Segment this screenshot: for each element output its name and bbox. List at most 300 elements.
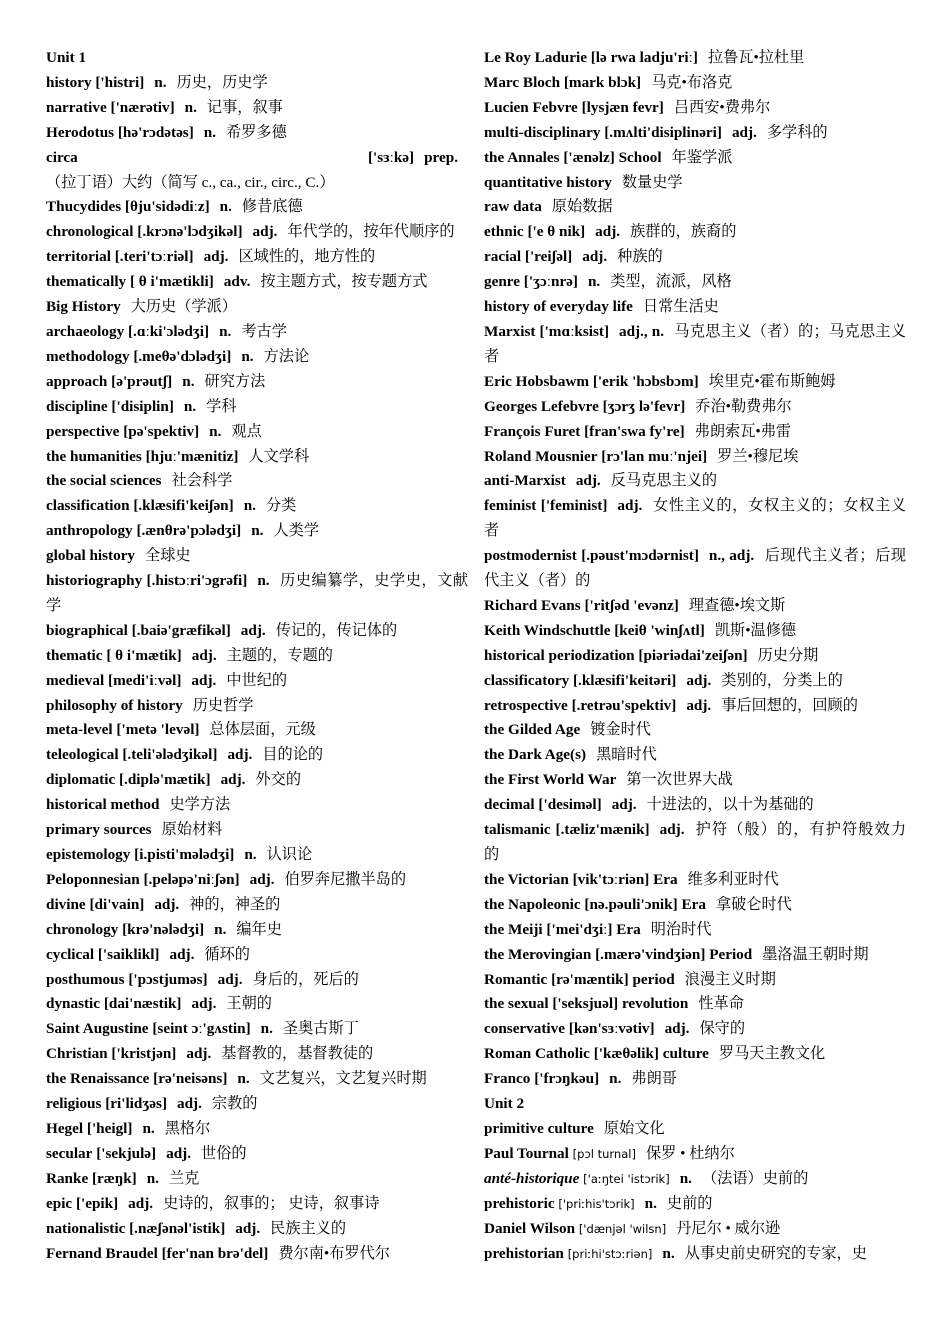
vocab-term: historical method [46,796,160,814]
vocab-term: nationalistic [46,1219,126,1237]
vocab-term: Roland Mousnier [484,447,598,465]
vocab-term: Big History [46,298,121,316]
vocab-part-of-speech: n. [609,1070,622,1088]
vocab-entry [484,469,906,494]
vocab-entry [46,992,468,1017]
vocab-term: thematically [46,273,127,291]
vocab-definition: 修昔底德 [241,198,303,216]
vocab-definition: 反马克思主义的 [610,472,718,490]
vocab-definition: 研究方法 [204,372,266,390]
vocab-definition: 维多利亚时代 [687,870,779,888]
vocab-term: Hegel [46,1119,84,1137]
vocab-pronunciation: ['heigl] [86,1119,133,1137]
vocab-term: Marc Bloch [484,73,561,91]
vocab-definition: 分类 [265,497,297,515]
vocab-entry [484,320,906,370]
vocab-pronunciation: ['frɔŋkəu] [534,1070,600,1088]
vocab-term: global history [46,547,136,565]
vocab-definition: 认识论 [266,846,313,863]
vocab-pronunciation: ['priːhis'tɔrik] [558,1196,635,1211]
vocab-entry [46,195,468,220]
vocab-part-of-speech: adj. [203,248,229,266]
vocab-definition: 民族主义的 [270,1219,347,1237]
vocab-entry [484,494,906,544]
vocab-definition: 学科 [206,397,237,415]
vocab-definition: 镀金时代 [590,721,651,739]
vocab-definition: 基督教的，基督教徒的 [221,1045,374,1063]
vocab-term: epic [46,1194,73,1212]
vocab-part-of-speech: n. [644,1194,657,1212]
vocab-part-of-speech: n. [209,422,222,440]
vocab-term: territorial [46,248,111,266]
vocab-definition: 拿破仑时代 [715,895,792,913]
vocab-entry [46,445,468,470]
vocab-definition: 全球史 [145,547,191,565]
vocab-pronunciation: [.næʃənəl'istik] [129,1219,226,1237]
vocab-definition: 社会科学 [171,472,233,490]
vocab-entry [46,1192,468,1217]
vocab-term: conservative [484,1020,565,1038]
vocab-entry [484,992,906,1017]
vocab-pronunciation: [mark blɔk] [563,73,642,91]
vocab-term: anthropology [46,522,133,540]
vocab-pronunciation: [.retrəu'spektiv] [571,696,677,714]
vocab-definition: 黑暗时代 [596,746,657,764]
vocab-pronunciation: ['sɜːkə] [367,148,415,166]
vocab-term: teleological [46,746,119,764]
vocab-entry [46,494,468,519]
vocab-entry [484,270,906,295]
vocab-term: the Gilded Age [484,721,581,739]
vocab-pronunciation: ['ritʃəd 'evənz] [584,596,679,614]
vocab-term: classification [46,497,130,515]
vocab-entry [46,519,468,544]
vocab-entry [484,420,906,445]
vocab-definition: 罗马天主教文化 [718,1045,826,1063]
vocab-definition: 史学方法 [169,796,231,814]
vocab-pronunciation: [ə'prəutʃ] [111,372,173,390]
vocab-definition: 兰克 [168,1169,200,1187]
vocab-entry [484,96,906,121]
vocab-definition: 女性主义的，女权主义的；女权主义者 [484,497,907,540]
vocab-entry [46,843,468,868]
vocab-definition: 黑格尔 [164,1119,211,1137]
vocab-entry [484,395,906,420]
vocab-part-of-speech: adj. [166,1144,192,1162]
vocab-part-of-speech: n., adj. [708,547,755,565]
vocab-part-of-speech: n. [219,198,232,216]
vocab-entry [46,893,468,918]
vocab-entry [46,743,468,768]
vocab-entry [46,1067,468,1092]
vocab-definition: 性革命 [698,995,744,1013]
vocab-term: ethnic [484,223,524,241]
vocab-entry [46,395,468,420]
vocab-entry [484,718,906,743]
vocab-entry [484,121,906,146]
vocab-definition: 马克•布洛克 [651,73,733,91]
vocab-definition: 神的，神圣的 [189,895,281,913]
vocab-definition: （法语）史前的 [701,1169,809,1187]
vocab-definition: 种族的 [617,248,663,266]
vocab-part-of-speech: n. [251,522,264,540]
vocab-definition: 多学科的 [766,123,828,141]
vocab-entry [484,245,906,270]
vocab-term: prehistorian [484,1244,564,1262]
vocab-definition: 传记的，传记体的 [275,621,398,639]
vocab-part-of-speech: adj. [686,671,712,689]
vocab-term: the humanities [46,447,142,465]
vocab-term: multi-disciplinary [484,123,601,141]
vocab-part-of-speech: adj. [611,796,637,814]
vocab-definition: 墨洛温王朝时期 [762,945,869,963]
vocab-part-of-speech: prep. [424,148,458,166]
vocab-pronunciation: [lə rwa ladju'riː] [590,49,698,66]
vocab-pronunciation: [ θ i'mætik] [106,646,182,664]
vocab-pronunciation: [di'vain] [89,895,145,913]
vocab-entry [484,619,906,644]
vocab-part-of-speech: adv. [223,273,251,291]
vocab-term: talismanic [484,821,551,839]
vocab-term: feminist [484,497,537,515]
vocab-entry [484,968,906,993]
vocab-part-of-speech: adj. [191,671,217,689]
vocab-entry [46,320,468,345]
vocab-term: Franco [484,1070,531,1088]
vocab-definition: 王朝的 [226,995,272,1013]
vocab-definition: 护符（般）的，有护符般效力的 [484,821,907,863]
vocab-term: the Renaissance [46,1070,150,1088]
vocab-entry [46,245,468,270]
vocab-term: Roman Catholic [484,1045,590,1063]
vocab-pronunciation: [pə'spektiv] [123,422,200,440]
vocab-pronunciation: [.klæsifi'keiʃən] [133,497,234,515]
vocab-pronunciation: ['saiklikl] [97,945,160,963]
vocab-term: philosophy of history [46,696,183,714]
vocab-term: history of everyday life [484,298,633,316]
vocab-pronunciation: ['mei'dʒiː] Era [546,920,641,938]
vocab-pronunciation: ['ʒɔːnrə] [523,273,578,291]
vocab-definition: 从事史前史研究的专家，史 [684,1244,867,1262]
vocab-pronunciation: ['disiplin] [111,397,174,415]
vocab-definition: 马克思主义（者）的；马克思主义者 [484,322,907,365]
vocab-entry [484,768,906,793]
vocab-definition: 费尔南•布罗代尔 [278,1244,390,1262]
vocab-pronunciation: [kən'sɜːvətiv] [568,1020,655,1038]
vocab-entry [46,146,468,196]
vocab-term: perspective [46,422,120,440]
vocab-definition: 埃里克•霍布斯鲍姆 [708,372,836,390]
vocab-pronunciation: ['ænəlz] School [563,148,662,166]
vocab-entry [46,968,468,993]
vocab-entry [484,370,906,395]
right-column [484,46,906,1266]
vocab-pronunciation: [rə'neisəns] [153,1070,228,1088]
vocab-entry [484,1142,906,1167]
vocab-definition: 罗兰•穆尼埃 [717,447,799,465]
vocab-definition: 吕西安•费弗尔 [673,98,771,116]
vocab-term: Eric Hobsbawm [484,372,590,390]
vocab-definition: 后现代主义者；后现代主义（者）的 [484,547,907,590]
vocab-part-of-speech: n. [260,1020,273,1038]
left-column [46,46,468,1266]
vocab-pronunciation: [.pəust'mɔdərnist] [581,547,699,565]
vocab-part-of-speech: n. [237,1070,250,1088]
vocab-entry [484,1117,906,1142]
vocab-entry [484,943,906,968]
vocab-term: dynastic [46,995,101,1013]
vocab-pronunciation: [medi'iːvəl] [108,671,182,689]
vocab-term: classificatory [484,671,570,689]
vocab-term: meta-level [46,721,113,739]
vocab-term: primary sources [46,821,152,839]
vocab-pronunciation: ['metə 'levəl] [116,721,200,739]
vocab-entry [484,295,906,320]
vocab-term: medieval [46,671,105,689]
vocab-entry [46,1242,468,1267]
vocab-entry [46,1217,468,1242]
vocab-pronunciation: ['kæθəlik] culture [593,1045,709,1063]
vocab-part-of-speech: n. [219,322,232,340]
vocab-term: biographical [46,621,128,639]
vocab-pronunciation: ['feminist] [540,497,608,515]
vocab-term: secular [46,1144,93,1162]
vocab-entry [484,1067,906,1092]
vocab-definition: （拉丁语）大约（简写 c., ca., cir., circ., C.） [46,173,335,191]
vocab-entry [484,1217,906,1242]
vocab-definition: 人类学 [273,522,319,540]
vocab-definition: 历史编纂学，史学史，文献学 [46,572,469,614]
vocab-pronunciation: [hə'rɔdətəs] [117,123,194,141]
vocab-pronunciation: [rə'mæntik] period [551,970,675,988]
vocab-entry [46,420,468,445]
vocab-entry [46,868,468,893]
vocab-entry [484,146,906,171]
vocab-pronunciation: [pɔl turnal] [572,1146,636,1161]
vocab-term: Lucien Febvre [484,98,578,116]
vocab-entry [46,370,468,395]
vocab-definition: 乔治•勒费弗尔 [695,397,792,415]
vocab-pronunciation: ['mɑːksist] [539,322,610,340]
vocab-definition: 丹尼尔 • 威尔逊 [676,1219,781,1237]
vocab-term: Romantic [484,970,548,988]
vocab-entry [484,1042,906,1067]
vocab-term: the Victorian [484,870,569,888]
vocab-part-of-speech: adj. [177,1095,202,1113]
vocab-entry [46,569,468,619]
vocab-entry [484,171,906,196]
vocab-entry [484,644,906,669]
vocab-entry [484,743,906,768]
vocab-definition: 数量史学 [621,173,683,191]
vocab-part-of-speech: adj. [191,995,217,1013]
vocab-definition: 考古学 [241,322,287,340]
vocab-definition: 希罗多德 [226,123,287,141]
vocab-definition: 世俗的 [201,1144,247,1162]
vocab-term: genre [484,273,520,291]
vocab-definition: 原始材料 [161,821,223,839]
vocab-term: decimal [484,796,535,814]
vocab-definition: 保罗 • 杜纳尔 [645,1144,735,1162]
vocab-definition: 类型，流派，风格 [610,273,732,291]
vocab-part-of-speech: adj. [227,746,253,764]
vocab-term: Fernand Braudel [46,1244,158,1262]
vocab-part-of-speech: n. [214,920,227,938]
vocab-term: epistemology [46,846,131,863]
vocab-definition: 总体层面，元级 [209,721,316,739]
vocab-pronunciation: [ri'lidʒəs] [105,1095,168,1113]
vocab-part-of-speech: adj. [252,223,278,241]
vocab-pronunciation: [dai'næstik] [103,995,182,1013]
vocab-entry [46,619,468,644]
vocab-entry [484,195,906,220]
vocab-term: quantitative history [484,173,612,191]
vocab-entry [46,943,468,968]
vocab-entry [484,1167,906,1192]
vocab-entry [46,121,468,146]
vocab-part-of-speech: adj., n. [619,322,665,340]
vocab-pronunciation: [ θ i'mætikli] [129,273,214,291]
vocab-term: François Furet [484,422,581,440]
vocab-pronunciation: [.krɔnə'lɔdʒikəl] [137,223,243,241]
vocab-part-of-speech: adj. [731,123,757,141]
vocab-term: Ranke [46,1169,89,1187]
vocab-entry [46,46,468,71]
vocab-term: postmodernist [484,547,577,565]
vocab-pronunciation: [.mærə'vindʒiən] Period [595,945,753,963]
vocab-term: Herodotus [46,123,115,141]
vocab-definition: 保守的 [699,1020,746,1038]
vocab-pronunciation: [ræŋk] [92,1169,137,1187]
vocab-entry [484,893,906,918]
vocab-pronunciation: [.histɔːri'ɔgrəfi] [146,572,248,590]
vocab-term: narrative [46,98,107,116]
vocab-term: retrospective [484,696,568,714]
vocab-entry [46,96,468,121]
vocab-term: Paul Tournal [484,1144,569,1162]
vocab-pronunciation: [.tæliz'mænik] [555,821,650,839]
vocab-part-of-speech: adj. [595,223,621,241]
vocab-definition: 浪漫主义时期 [684,970,776,988]
vocab-term: discipline [46,397,108,415]
vocab-pronunciation: ['reiʃəl] [524,248,573,266]
vocab-definition: 外交的 [255,771,302,789]
vocab-definition: 族群的，族裔的 [630,223,737,241]
vocab-definition: 弗朗哥 [631,1070,677,1088]
vocab-entry [484,1017,906,1042]
vocab-entry [46,793,468,818]
vocab-definition: 理查德•埃文斯 [688,596,786,614]
vocab-part-of-speech: n. [142,1119,155,1137]
vocab-part-of-speech: adj. [617,497,643,515]
vocab-entry [484,669,906,694]
vocab-entry [46,295,468,320]
vocab-entry [484,818,906,868]
vocab-term: Marxist [484,322,536,340]
vocab-entry [46,669,468,694]
vocab-definition: 历史，历史学 [176,73,268,91]
vocab-term: Saint Augustine [46,1020,149,1038]
vocab-pronunciation: [ʒɔrʒ lə'fevr] [602,397,686,415]
vocab-definition: 史前的 [666,1194,713,1212]
vocab-entry [46,918,468,943]
vocab-term: the First World War [484,771,617,789]
vocab-pronunciation: [hjuː'mænitiz] [145,447,239,465]
vocab-part-of-speech: adj. [220,771,246,789]
vocab-entry [46,1117,468,1142]
vocab-pronunciation: [.baiə'græfikəl] [131,621,231,639]
vocab-pronunciation: [keiθ 'winʃʌtl] [614,621,705,639]
vocab-pronunciation: ['nærətiv] [110,98,175,116]
vocab-definition: 圣奥古斯丁 [282,1020,359,1038]
vocab-definition: 编年史 [236,920,282,938]
vocab-term: Thucydides [46,198,122,216]
vocab-definition: 事后回想的，回顾的 [721,696,858,714]
vocab-pronunciation: [.teli'ələdʒikəl] [122,746,218,764]
vocab-entry [46,71,468,96]
vocab-term: Le Roy Ladurie [484,49,587,66]
vocab-part-of-speech: n. [154,73,167,91]
vocab-pronunciation: [.ænθrə'pɔlədʒi] [136,522,242,540]
vocab-entry [484,868,906,893]
vocab-term: the Merovingian [484,945,592,963]
vocab-definition: 观点 [231,422,262,440]
vocab-definition: 凯斯•温修德 [714,621,797,639]
vocab-pronunciation: [fran'swa fy're] [584,422,685,440]
vocab-part-of-speech: adj. [659,821,685,839]
vocab-term: racial [484,248,522,266]
vocab-entry [46,1092,468,1117]
vocab-term: archaeology [46,322,125,340]
vocab-part-of-speech: n. [203,123,217,141]
vocab-part-of-speech: adj. [582,248,608,266]
vocab-part-of-speech: adj. [235,1219,261,1237]
vocab-definition: 历史分期 [757,646,819,664]
vocab-term: cyclical [46,945,95,963]
vocab-term: anté-historique [484,1169,580,1187]
vocab-term: Daniel Wilson [484,1219,576,1237]
vocab-pronunciation: [i.pisti'mələdʒi] [134,846,235,863]
vocab-pronunciation: [vik'tɔːriən] Era [572,870,678,888]
vocab-entry [46,220,468,245]
vocab-part-of-speech: adj. [154,895,180,913]
vocab-term: diplomatic [46,771,116,789]
vocab-entry [484,445,906,470]
vocab-term: Richard Evans [484,596,581,614]
vocab-entry [46,694,468,719]
vocab-entry [484,918,906,943]
vocab-entry [46,1167,468,1192]
vocab-term: Keith Windschuttle [484,621,611,639]
vocab-term: chronological [46,223,134,241]
vocab-part-of-speech: n. [241,347,254,365]
vocab-definition: 第一次世界大战 [626,771,733,789]
vocab-pronunciation: ['epik] [75,1194,119,1212]
vocab-term: the social sciences [46,472,162,490]
vocab-entry [46,469,468,494]
vocab-term: the Dark Age(s) [484,746,587,764]
vocab-definition: 区域性的，地方性的 [238,248,376,266]
vocab-definition: 类别的，分类上的 [721,671,843,689]
vocab-definition: 目的论的 [262,746,324,764]
vocab-entry [484,1092,906,1117]
vocab-pronunciation: [θju'sidədiːz] [124,198,210,216]
vocab-term: thematic [46,646,103,664]
vocab-definition: 记事，叙事 [206,98,283,116]
vocab-term: prehistoric [484,1194,555,1212]
vocab-entry [46,768,468,793]
vocab-part-of-speech: adj. [249,870,275,888]
